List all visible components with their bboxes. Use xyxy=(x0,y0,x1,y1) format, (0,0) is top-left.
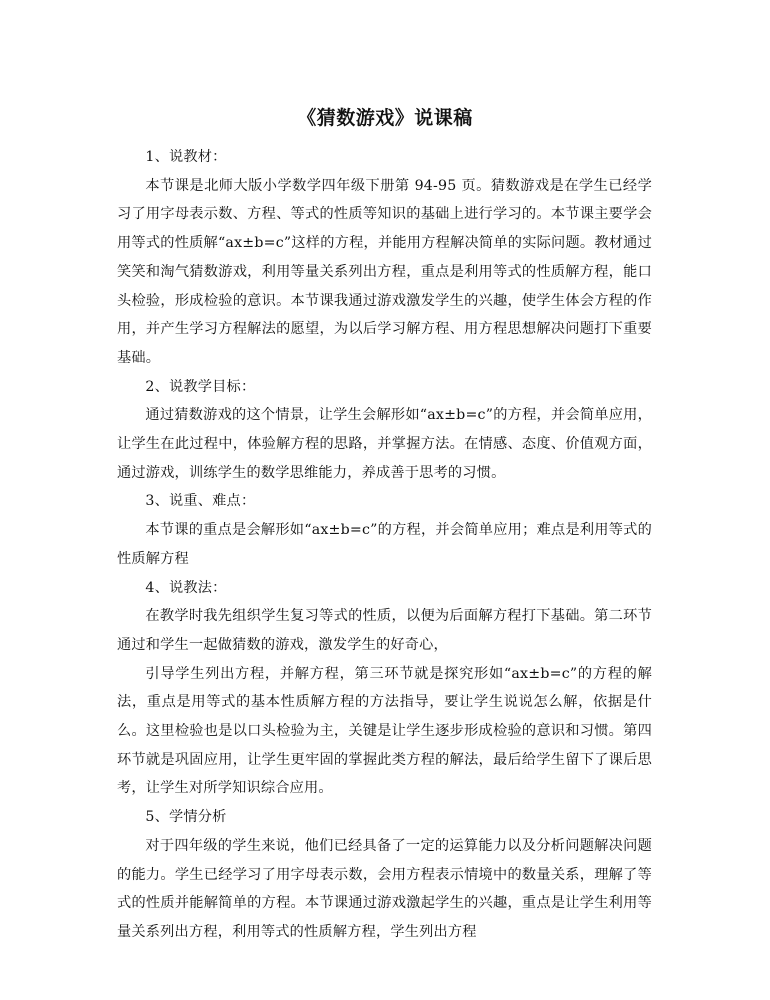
document-body xyxy=(117,143,652,947)
document-title: 《猜数游戏》说课稿 xyxy=(297,107,473,129)
section-heading-teaching-material: 1、说教材： xyxy=(145,149,227,165)
paragraph-teaching-methods-2: 引导学生列出方程，并解方程，第三环节就是探究形如“ax±b=c”的方程的解法，重点是用等式的基本性质解方程的方法指导，要让学生说说怎么解，依据是什么。这里检验也是以口头检验为主，关键是让学生逐步形成检验的意识和习惯。第四环节就是巩固应用，让学生更牢固的掌握此类方程的解法，最后给学生留下了课后思考，让学生对所学知识综合应用。 xyxy=(117,665,652,797)
paragraph-teaching-methods-1: 在教学时我先组织学生复习等式的性质，以便为后面解方程打下基础。第二环节通过和学生一起做猜数的游戏，激发学生的好奇心， xyxy=(117,608,652,653)
section-heading-teaching-objectives: 2、说教学目标： xyxy=(145,378,256,395)
paragraph-student-analysis: 对于四年级的学生来说，他们已经具备了一定的运算能力以及分析问题解决问题的能力。学生已经学习了用字母表示数，会用方程表示情境中的数量关系，理解了等式的性质并能解简单的方程。本节课通过游戏激起学生的兴趣，重点是让学生利用等量关系列出方程，利用等式的性质解方程，学生列出方程 xyxy=(117,837,652,940)
paragraph-key-difficult-points: 本节课的重点是会解形如“ax±b=c”的方程，并会简单应用；难点是利用等式的性质解方程 xyxy=(117,522,652,567)
section-heading-teaching-methods: 4、说教法： xyxy=(145,579,227,596)
section-heading-student-analysis: 5、学情分析 xyxy=(145,809,227,826)
section-heading-key-difficult-points: 3、说重、难点： xyxy=(145,493,256,510)
paragraph-teaching-material: 本节课是北师大版小学数学四年级下册第 94-95 页。猜数游戏是在学生已经学习了用字母表示数、方程、等式的性质等知识的基础上进行学习的。本节课主要学会用等式的性质解“ax±b=c”这样的方程，并能用方程解决简单的实际问题。教材通过笑笑和淘气猜数游戏，利用等量关系列出方程，重点是利用等式的性质解方程，能口头检验，形成检验的意识。本节课我通过游戏激发学生的兴趣，使学生体会方程的作用，并产生学习方程解法的愿望，为以后学习解方程、用方程思想解决问题打下重要基础。 xyxy=(117,177,652,366)
paragraph-teaching-objectives: 通过猜数游戏的这个情景，让学生会解形如“ax±b=c”的方程，并会简单应用，让学生在此过程中，体验解方程的思路，并掌握方法。在情感、态度、价值观方面，通过游戏，训练学生的数学思维能力，养成善于思考的习惯。 xyxy=(117,407,652,481)
